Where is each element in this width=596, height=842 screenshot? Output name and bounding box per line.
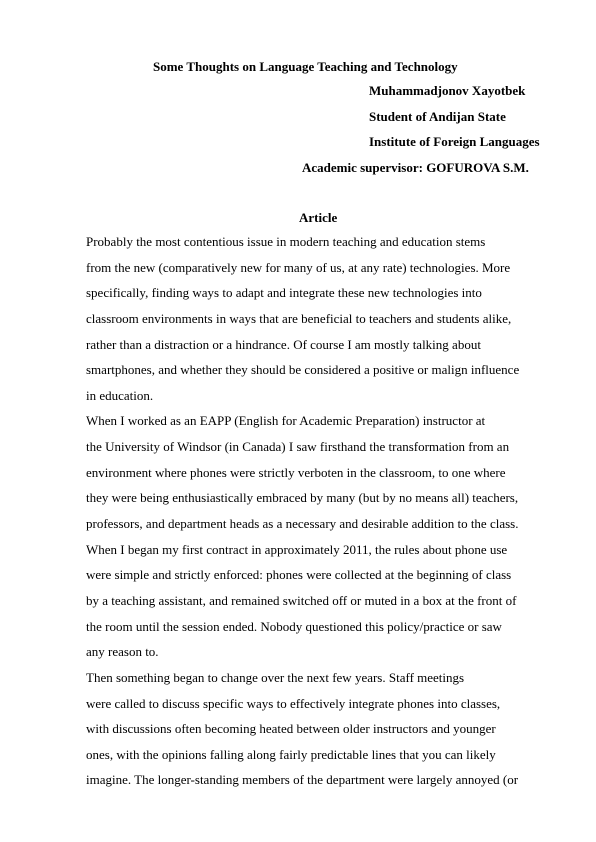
text-line: any reason to. — [86, 644, 159, 660]
author-name: Muhammadjonov Xayotbek — [369, 83, 526, 98]
author-status: Student of Andijan State — [369, 109, 506, 124]
text-line: professors, and department heads as a necessary and desirable addition to the class. — [86, 516, 519, 532]
text-line: they were being enthusiastically embraced by many (but by no means all) teachers, — [86, 490, 519, 506]
text-line: imagine. The longer-standing members of the department were largely annoyed (or — [86, 772, 519, 788]
academic-supervisor: Academic supervisor: GOFUROVA S.M. — [302, 160, 529, 175]
text-line: classroom environments in ways that are beneficial to teachers and students alike, — [86, 310, 512, 326]
section-heading: Article — [299, 210, 338, 225]
text-line: rather than a distraction or a hindrance. Of course I am mostly talking about — [86, 336, 481, 352]
text-line: in education. — [86, 387, 154, 403]
text-line: the University of Windsor (in Canada) I saw firsthand the transformation from an — [86, 439, 510, 455]
author-institution: Institute of Foreign Languages — [369, 134, 540, 149]
text-line: ones, with the opinions falling along fairly predictable lines that you can likely — [86, 746, 496, 762]
text-line: specifically, finding ways to adapt and integrate these new technologies into — [86, 285, 482, 301]
text-line: smartphones, and whether they should be considered a positive or malign influence — [86, 362, 520, 378]
document-title: Some Thoughts on Language Teaching and Technology — [153, 59, 458, 74]
text-line: Probably the most contentious issue in modern teaching and education stems — [86, 234, 486, 249]
text-line: with discussions often becoming heated between older instructors and younger — [86, 721, 496, 737]
text-line: Then something began to change over the next few years. Staff meetings — [86, 669, 465, 685]
text-line: were simple and strictly enforced: phones were collected at the beginning of class — [86, 567, 512, 583]
text-line: the room until the session ended. Nobody questioned this policy/practice or saw — [86, 618, 502, 634]
text-line: from the new (comparatively new for many of us, at any rate) technologies. More — [86, 259, 511, 275]
text-line: When I began my first contract in approximately 2011, the rules about phone use — [86, 541, 508, 557]
text-line: by a teaching assistant, and remained switched off or muted in a box at the front of — [86, 592, 517, 608]
text-line: When I worked as an EAPP (English for Academic Preparation) instructor at — [86, 413, 486, 429]
article-body — [86, 232, 556, 796]
text-line: environment where phones were strictly verboten in the classroom, to one where — [86, 464, 506, 480]
text-line: were called to discuss specific ways to effectively integrate phones into classes, — [86, 695, 501, 711]
